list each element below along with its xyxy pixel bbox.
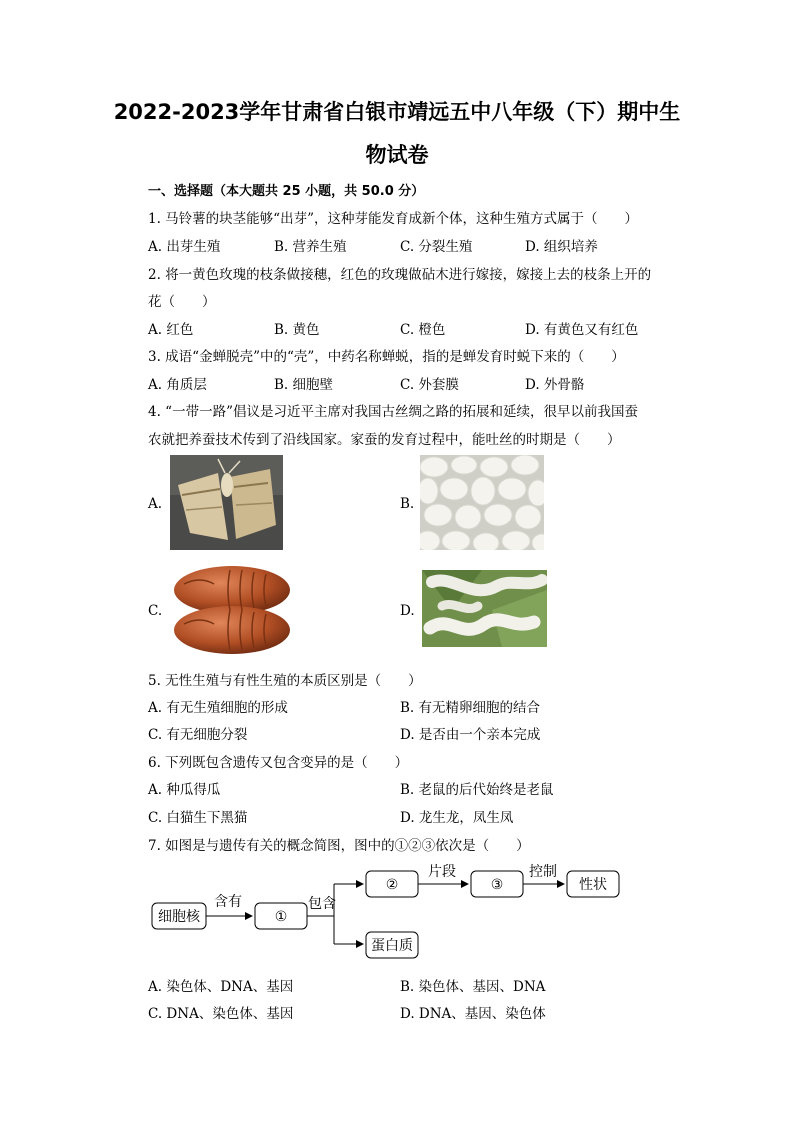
question-1-stem: 1. 马铃薯的块茎能够“出芽”，这种芽能发育成新个体，这种生殖方式属于（ ） (148, 211, 638, 227)
q5-option-c[interactable]: C. 有无细胞分裂 (148, 727, 248, 743)
q1-option-d[interactable]: D. 组织培养 (525, 239, 598, 255)
moth-image (170, 455, 283, 550)
trait-label: 性状 (579, 877, 607, 893)
box-1-label: ① (274, 909, 288, 925)
silkworm-larva-image (422, 570, 547, 647)
q6-option-a[interactable]: A. 种瓜得瓜 (148, 782, 221, 798)
question-2-stem-line-2: 花（ ） (148, 294, 216, 310)
pupa-image (170, 562, 295, 657)
q4-option-b[interactable]: B. (400, 496, 415, 512)
box-2-label: ② (385, 877, 399, 893)
contains-label-2: 包含 (308, 896, 336, 912)
contains-label-1: 含有 (214, 894, 242, 910)
segment-label: 片段 (428, 864, 456, 880)
question-6-stem: 6. 下列既包含遗传又包含变异的是（ ） (148, 755, 409, 771)
paper-title-line-2: 物试卷 (365, 143, 429, 167)
q1-option-a[interactable]: A. 出芽生殖 (148, 239, 221, 255)
q5-option-d[interactable]: D. 是否由一个亲本完成 (400, 727, 541, 743)
q2-option-b[interactable]: B. 黄色 (274, 322, 320, 338)
q7-option-d[interactable]: D. DNA、基因、染色体 (400, 1006, 546, 1022)
q6-option-c[interactable]: C. 白猫生下黑猫 (148, 810, 248, 826)
q1-option-c[interactable]: C. 分裂生殖 (400, 239, 473, 255)
q6-option-b[interactable]: B. 老鼠的后代始终是老鼠 (400, 782, 554, 798)
q5-option-a[interactable]: A. 有无生殖细胞的形成 (148, 700, 288, 716)
q2-option-a[interactable]: A. 红色 (148, 322, 194, 338)
question-7-stem: 7. 如图是与遗传有关的概念简图，图中的①②③依次是（ ） (148, 838, 530, 854)
q4-option-a[interactable]: A. (148, 496, 163, 512)
q7-option-c[interactable]: C. DNA、染色体、基因 (148, 1006, 294, 1022)
question-4-stem-line-1: 4. “一带一路”倡议是习近平主席对我国古丝绸之路的拓展和延续，很早以前我国蚕 (148, 404, 638, 420)
q2-option-c[interactable]: C. 橙色 (400, 322, 446, 338)
control-label: 控制 (529, 864, 557, 880)
q4-option-d[interactable]: D. (400, 603, 415, 619)
q4-option-c[interactable]: C. (148, 603, 163, 619)
question-3-stem: 3. 成语“金蝉脱壳”中的“壳”，中药名称蝉蜕，指的是蝉发育时蜕下来的（ ） (148, 349, 625, 365)
q6-option-d[interactable]: D. 龙生龙，凤生凤 (400, 810, 514, 826)
box-3-label: ③ (490, 877, 504, 893)
q2-option-d[interactable]: D. 有黄色又有红色 (525, 322, 639, 338)
q3-option-a[interactable]: A. 角质层 (148, 377, 207, 393)
paper-title-line-1: 2022-2023学年甘肃省白银市靖远五中八年级（下）期中生 (113, 100, 681, 124)
genetics-concept-diagram (148, 860, 628, 965)
protein-label: 蛋白质 (371, 938, 413, 954)
q3-option-c[interactable]: C. 外套膜 (400, 377, 459, 393)
q5-option-b[interactable]: B. 有无精卵细胞的结合 (400, 700, 541, 716)
question-5-stem: 5. 无性生殖与有性生殖的本质区别是（ ） (148, 673, 422, 689)
section-heading: 一、选择题（本大题共 25 小题，共 50.0 分） (148, 184, 425, 199)
question-2-stem-line-1: 2. 将一黄色玫瑰的枝条做接穗，红色的玫瑰做砧木进行嫁接，嫁接上去的枝条上开的 (148, 267, 652, 283)
q7-option-b[interactable]: B. 染色体、基因、DNA (400, 979, 546, 995)
question-4-stem-line-2: 农就把养蚕技术传到了沿线国家。家蚕的发育过程中，能吐丝的时期是（ ） (148, 432, 621, 448)
q3-option-b[interactable]: B. 细胞壁 (274, 377, 334, 393)
q3-option-d[interactable]: D. 外骨骼 (525, 377, 585, 393)
cocoon-image (420, 455, 544, 550)
q7-option-a[interactable]: A. 染色体、DNA、基因 (148, 979, 294, 995)
q1-option-b[interactable]: B. 营养生殖 (274, 239, 347, 255)
nucleus-label: 细胞核 (158, 909, 200, 925)
